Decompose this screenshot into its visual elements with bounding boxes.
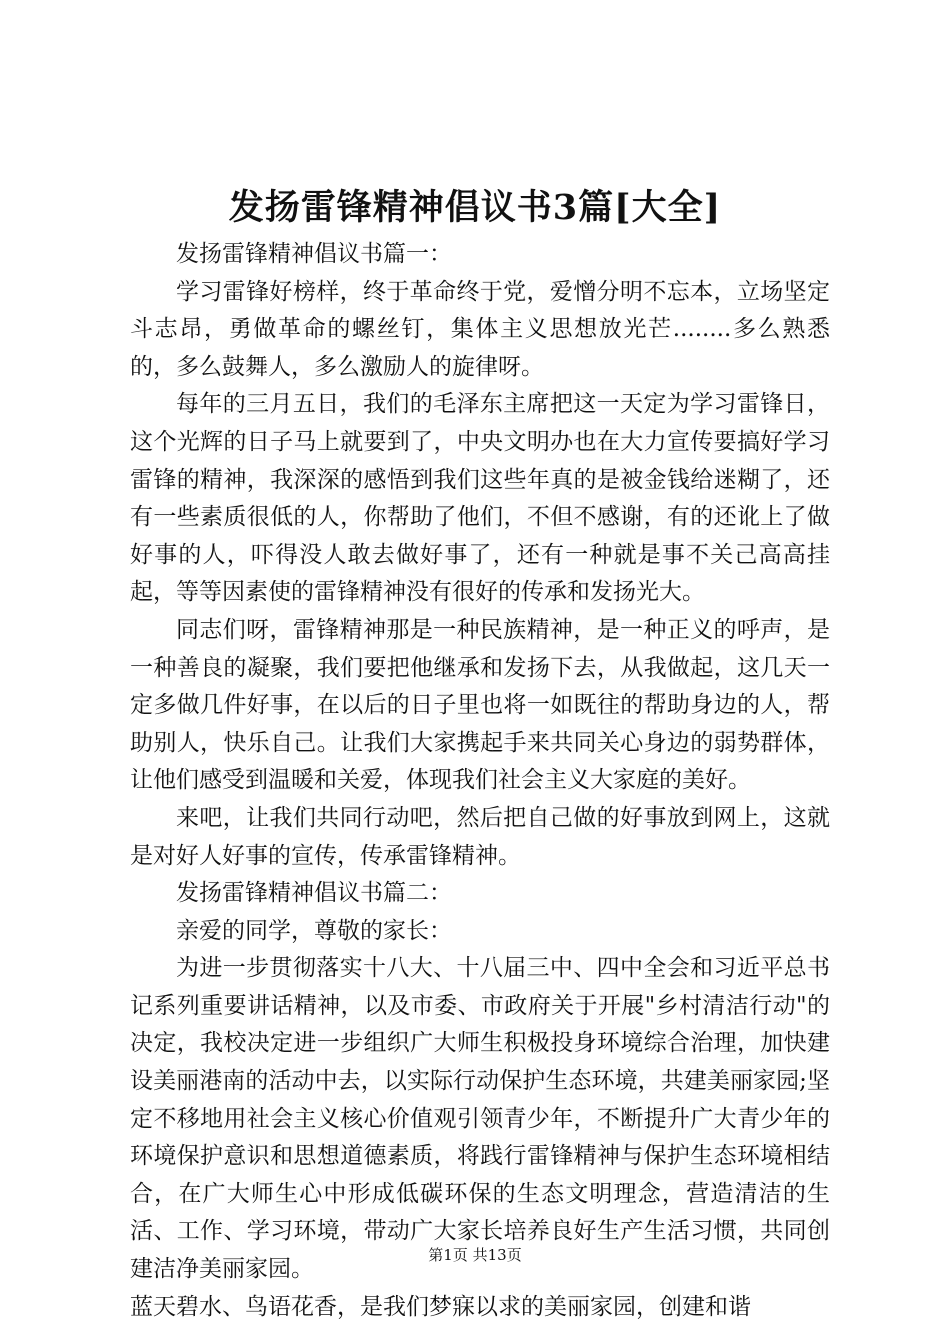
paragraph-comrades: 同志们呀，雷锋精神那是一种民族精神，是一种正义的呼声，是一种善良的凝聚，我们要把他继承和发扬下去，从我做起，这几天一定多做几件好事，在以后的日子里也将一如既往的帮助身边的人，帮助别人，快乐自己。让我们大家携起手来共同关心身边的弱势群体，让他们感受到温暖和关爱，体现我们社会主义大家庭的美好。: [130, 616, 830, 794]
paragraph-march-fifth: 每年的三月五日，我们的毛泽东主席把这一天定为学习雷锋日，这个光辉的日子马上就要到了，中央文明办也在大力宣传要搞好学习雷锋的精神，我深深的感悟到我们这些年真的是被金钱给迷糊了，还有一些素质很低的人，你帮助了他们，不但不感谢，有的还讹上了做好事的人，吓得没人敢去做好事了，还有一种就是事不关己高高挂起，等等因素使的雷锋精神没有很好的传承和发扬光大。: [130, 391, 830, 606]
paragraph-heading-part-one: 发扬雷锋精神倡议书篇一：: [176, 241, 452, 267]
paragraph-blue-sky: 蓝天碧水、鸟语花香，是我们梦寐以求的美丽家园，创建和谐: [130, 1293, 751, 1320]
paragraph-song-lyrics: 学习雷锋好榜样，终于革命终于党，爱憎分明不忘本，立场坚定斗志昂，勇做革命的螺丝钉，集体主义思想放光芒........多么熟悉的，多么鼓舞人，多么激励人的旋律呀。: [130, 278, 830, 380]
page-footer: 第1页 共13页: [428, 1246, 522, 1264]
paragraph-call-to-action: 来吧，让我们共同行动吧，然后把自己做的好事放到网上，这就是对好人好事的宣传，传承雷锋精神。: [130, 804, 830, 869]
document-body: [130, 236, 830, 1326]
paragraph-salutation: 亲爱的同学，尊敬的家长：: [176, 917, 452, 944]
paragraph-initiative: 为进一步贯彻落实十八大、十八届三中、四中全会和习近平总书记系列重要讲话精神，以及市委、市政府关于开展"乡村清洁行动"的决定，我校决定进一步组织广大师生积极投身环境综合治理，加快建设美丽港南的活动中去，以实际行动保护生态环境，共建美丽家园;坚定不移地用社会主义核心价值观引领青少年，不断提升广大青少年的环境保护意识和思想道德素质，将践行雷锋精神与保护生态环境相结合，在广大师生心中形成低碳环保的生态文明理念，营造清洁的生活、工作、学习环境，带动广大家长培养良好生产生活习惯，共同创建洁净美丽家园。: [130, 955, 830, 1283]
document-title: 发扬雷锋精神倡议书3篇[大全]: [228, 187, 722, 228]
paragraph-heading-part-two: 发扬雷锋精神倡议书篇二：: [176, 880, 452, 907]
